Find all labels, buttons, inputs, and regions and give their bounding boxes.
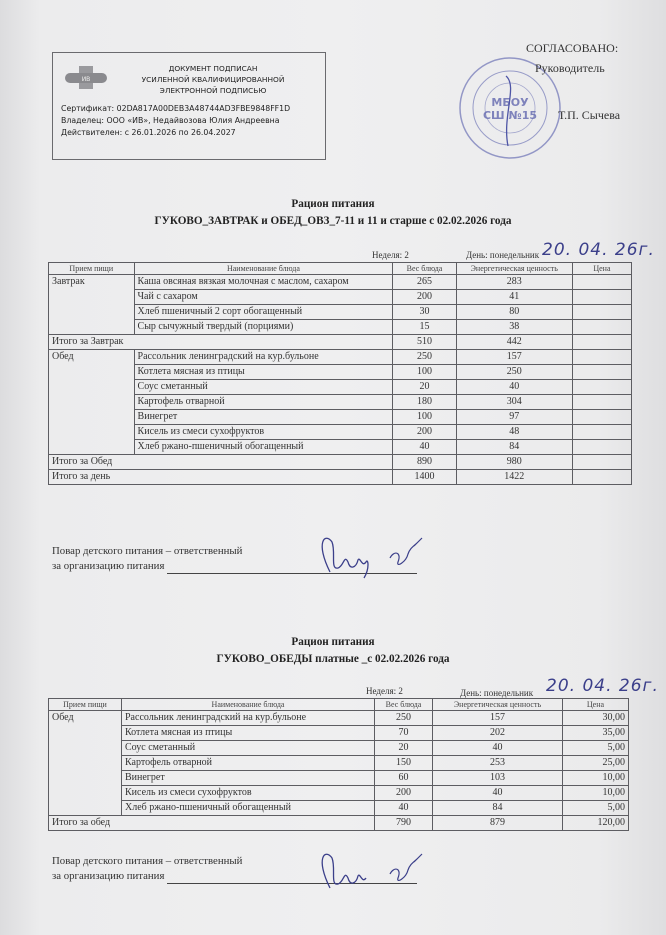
dish-energy-cell: 250 xyxy=(456,365,572,380)
total-row xyxy=(49,335,632,350)
certificate-validity: Действителен: с 26.01.2026 по 26.04.2027 xyxy=(61,128,236,137)
dish-energy-cell: 40 xyxy=(433,786,563,801)
dish-weight-cell: 40 xyxy=(393,440,456,455)
dish-price-cell xyxy=(572,320,631,335)
total-label-cell: Итого за Завтрак xyxy=(49,335,393,350)
dish-price-cell xyxy=(572,410,631,425)
dish-price-cell xyxy=(572,290,631,305)
dish-name-cell: Соус сметанный xyxy=(134,380,393,395)
dish-name-cell: Хлеб пшеничный 2 сорт обогащенный xyxy=(134,305,393,320)
dish-price-cell: 10,00 xyxy=(563,771,629,786)
signature-info xyxy=(61,103,290,139)
menu2-subtitle: ГУКОВО_ОБЕДЫ платные _с 02.02.2026 года xyxy=(216,653,450,665)
dish-energy-cell: 80 xyxy=(456,305,572,320)
dish-name-cell: Рассольник ленинградский на кур.бульоне xyxy=(122,711,375,726)
day-total-row xyxy=(49,470,632,485)
dish-name-cell: Кисель из смеси сухофруктов xyxy=(134,425,393,440)
table-row xyxy=(49,365,632,380)
dish-energy-cell: 304 xyxy=(456,395,572,410)
column-header: Прием пищи xyxy=(49,699,122,711)
total-price-cell: 120,00 xyxy=(563,816,629,831)
table-row xyxy=(49,771,629,786)
dish-energy-cell: 103 xyxy=(433,771,563,786)
menu2-week: Неделя: 2 xyxy=(366,686,403,696)
table-row xyxy=(49,440,632,455)
certificate-number: Сертификат: 02DA817A00DEB3A48744AD3FBE9848FF1D xyxy=(61,104,291,113)
dish-name-cell: Хлеб ржано-пшеничный обогащенный xyxy=(134,440,393,455)
table-row xyxy=(49,380,632,395)
dish-price-cell: 5,00 xyxy=(563,741,629,756)
dish-energy-cell: 84 xyxy=(456,440,572,455)
column-header: Вес блюда xyxy=(375,699,433,711)
table-row xyxy=(49,711,629,726)
dish-weight-cell: 200 xyxy=(393,290,456,305)
menu1-handwritten-date: 20. 04. 26г. xyxy=(542,240,655,260)
dish-name-cell: Котлета мясная из птицы xyxy=(122,726,375,741)
dish-name-cell: Кисель из смеси сухофруктов xyxy=(122,786,375,801)
menu2-day: День: понедельник xyxy=(460,688,534,698)
table-row xyxy=(49,741,629,756)
dish-energy-cell: 283 xyxy=(456,275,572,290)
dish-weight-cell: 60 xyxy=(375,771,433,786)
dish-weight-cell: 40 xyxy=(375,801,433,816)
dish-price-cell xyxy=(572,350,631,365)
table-row xyxy=(49,786,629,801)
column-header: Наименование блюда xyxy=(134,263,393,275)
dish-weight-cell: 70 xyxy=(375,726,433,741)
dish-name-cell: Рассольник ленинградский на кур.бульоне xyxy=(134,350,393,365)
dish-name-cell: Картофель отварной xyxy=(134,395,393,410)
column-header: Прием пищи xyxy=(49,263,135,275)
electronic-signature-box xyxy=(52,52,326,160)
dish-price-cell xyxy=(572,380,631,395)
signature-header-line: УСИЛЕННОЙ КВАЛИФИЦИРОВАННОЙ xyxy=(141,75,285,84)
dish-price-cell: 30,00 xyxy=(563,711,629,726)
dish-energy-cell: 38 xyxy=(456,320,572,335)
dish-price-cell xyxy=(572,305,631,320)
dish-price-cell xyxy=(572,440,631,455)
dish-name-cell: Винегрет xyxy=(122,771,375,786)
menu1-table xyxy=(48,262,632,485)
dish-energy-cell: 253 xyxy=(433,756,563,771)
dish-energy-cell: 41 xyxy=(456,290,572,305)
dish-price-cell: 5,00 xyxy=(563,801,629,816)
total-energy-cell: 980 xyxy=(456,455,572,470)
dish-name-cell: Сыр сычужный твердый (порциями) xyxy=(134,320,393,335)
meal-name-cell: Обед xyxy=(49,350,135,455)
signature-caption: за организацию питания xyxy=(52,560,165,572)
signature-caption: Повар детского питания – ответственный xyxy=(52,855,243,867)
dish-weight-cell: 15 xyxy=(393,320,456,335)
table-row xyxy=(49,801,629,816)
dish-name-cell: Котлета мясная из птицы xyxy=(134,365,393,380)
dish-name-cell: Чай с сахаром xyxy=(134,290,393,305)
column-header: Цена xyxy=(563,699,629,711)
table-header-row xyxy=(49,699,629,711)
dish-energy-cell: 84 xyxy=(433,801,563,816)
dish-price-cell xyxy=(572,395,631,410)
signature-caption: за организацию питания xyxy=(52,870,165,882)
svg-text:МБОУ: МБОУ xyxy=(491,96,529,109)
dish-energy-cell: 40 xyxy=(433,741,563,756)
dish-weight-cell: 20 xyxy=(375,741,433,756)
total-price-cell xyxy=(572,455,631,470)
dish-weight-cell: 200 xyxy=(393,425,456,440)
dish-price-cell: 35,00 xyxy=(563,726,629,741)
dish-name-cell: Винегрет xyxy=(134,410,393,425)
menu1-title: Рацион питания xyxy=(291,198,375,210)
dish-price-cell xyxy=(572,365,631,380)
dish-price-cell xyxy=(572,275,631,290)
dish-weight-cell: 30 xyxy=(393,305,456,320)
table-row xyxy=(49,350,632,365)
menu2-title: Рацион питания xyxy=(291,636,375,648)
dish-weight-cell: 20 xyxy=(393,380,456,395)
menu1-subtitle: ГУКОВО_ЗАВТРАК и ОБЕД_ОВЗ_7-11 и 11 и старше с 02.02.2026 года xyxy=(154,215,512,227)
signature-caption: Повар детского питания – ответственный xyxy=(52,545,243,557)
column-header: Энергетическая ценность xyxy=(456,263,572,275)
dish-price-cell: 25,00 xyxy=(563,756,629,771)
dish-name-cell: Каша овсяная вязкая молочная с маслом, сахаром xyxy=(134,275,393,290)
table-header-row xyxy=(49,263,632,275)
handwritten-signature-icon xyxy=(310,848,450,898)
dish-price-cell: 10,00 xyxy=(563,786,629,801)
company-logo-icon xyxy=(61,63,111,93)
dish-energy-cell: 157 xyxy=(433,711,563,726)
dish-weight-cell: 180 xyxy=(393,395,456,410)
day-total-label-cell: Итого за день xyxy=(49,470,393,485)
dish-energy-cell: 202 xyxy=(433,726,563,741)
table-row xyxy=(49,290,632,305)
day-total-weight-cell: 1400 xyxy=(393,470,456,485)
dish-weight-cell: 150 xyxy=(375,756,433,771)
table-row xyxy=(49,395,632,410)
meal-name-cell: Обед xyxy=(49,711,122,816)
dish-name-cell: Картофель отварной xyxy=(122,756,375,771)
dish-weight-cell: 100 xyxy=(393,365,456,380)
total-label-cell: Итого за обед xyxy=(49,816,375,831)
total-price-cell xyxy=(572,335,631,350)
table-row xyxy=(49,275,632,290)
table-row xyxy=(49,425,632,440)
total-weight-cell: 510 xyxy=(393,335,456,350)
total-weight-cell: 790 xyxy=(375,816,433,831)
dish-weight-cell: 100 xyxy=(393,410,456,425)
certificate-owner: Владелец: ООО «ИВ», Недайвозова Юлия Андреевна xyxy=(61,116,280,125)
table-row xyxy=(49,305,632,320)
handwritten-signature-icon xyxy=(310,532,450,582)
meal-name-cell: Завтрак xyxy=(49,275,135,335)
total-row xyxy=(49,455,632,470)
total-label-cell: Итого за Обед xyxy=(49,455,393,470)
svg-text:СШ №15: СШ №15 xyxy=(482,109,538,122)
day-total-price-cell xyxy=(572,470,631,485)
dish-weight-cell: 250 xyxy=(393,350,456,365)
svg-text:ИВ: ИВ xyxy=(81,76,91,83)
menu1-week: Неделя: 2 xyxy=(372,250,409,260)
total-row xyxy=(49,816,629,831)
dish-energy-cell: 40 xyxy=(456,380,572,395)
dish-weight-cell: 200 xyxy=(375,786,433,801)
day-total-energy-cell: 1422 xyxy=(456,470,572,485)
signature-header-line: ДОКУМЕНТ ПОДПИСАН xyxy=(168,64,258,73)
table-row xyxy=(49,726,629,741)
total-weight-cell: 890 xyxy=(393,455,456,470)
approval-name: Т.П. Сычева xyxy=(558,108,621,122)
total-energy-cell: 879 xyxy=(433,816,563,831)
dish-weight-cell: 250 xyxy=(375,711,433,726)
dish-price-cell xyxy=(572,425,631,440)
column-header: Цена xyxy=(572,263,631,275)
menu2-handwritten-date: 20. 04. 26г. xyxy=(546,676,659,696)
table-row xyxy=(49,756,629,771)
signature-header xyxy=(113,63,313,96)
dish-name-cell: Соус сметанный xyxy=(122,741,375,756)
total-energy-cell: 442 xyxy=(456,335,572,350)
dish-name-cell: Хлеб ржано-пшеничный обогащенный xyxy=(122,801,375,816)
dish-weight-cell: 265 xyxy=(393,275,456,290)
column-header: Вес блюда xyxy=(393,263,456,275)
table-row xyxy=(49,410,632,425)
signature-header-line: ЭЛЕКТРОННОЙ ПОДПИСЬЮ xyxy=(159,86,267,95)
dish-energy-cell: 97 xyxy=(456,410,572,425)
dish-energy-cell: 157 xyxy=(456,350,572,365)
column-header: Наименование блюда xyxy=(122,699,375,711)
column-header: Энергетическая ценность xyxy=(433,699,563,711)
dish-energy-cell: 48 xyxy=(456,425,572,440)
menu1-day: День: понедельник xyxy=(466,250,540,260)
approval-label: СОГЛАСОВАНО: xyxy=(526,41,619,55)
approval-position: Руководитель xyxy=(535,61,605,75)
menu2-table xyxy=(48,698,629,831)
table-row xyxy=(49,320,632,335)
